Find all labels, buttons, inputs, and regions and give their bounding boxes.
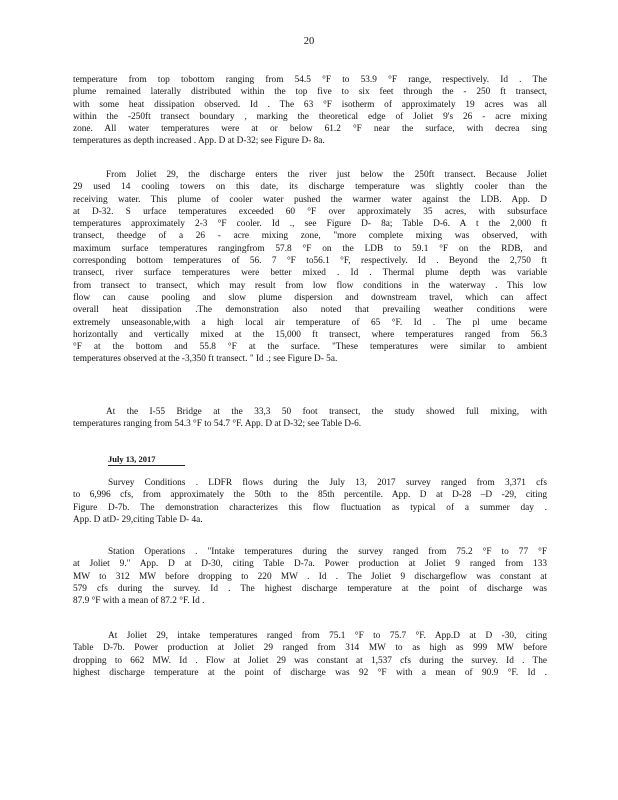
text-line: to 6,996 cfs, from approximately the 50th to the 85th percentile. App. D at D-28 –D -29, citing [73,490,547,501]
text-line: flow can cause pooling and slow plume dispersion and downstream travel, which can affect [73,292,547,303]
text-line: from transect to transect, which may result from low flow conditions in the waterway . This low [73,280,547,291]
text-line: maximum surface temperatures rangingfrom 57.8 °F on the LDB to 59.1 °F on the RDB, and [73,243,547,254]
section-heading-date: July 13, 2017 [108,453,185,466]
text-line: extremely unseasonable,with a high local air temperature of 65 °F. Id . The pl ume became [73,317,547,328]
paragraph-joliet-29-discharge [73,169,547,366]
text-line: 29 used 14 cooling towers on this date, its discharge temperature was slightly cooler than the [73,182,547,193]
paragraph-station-operations [73,546,547,607]
text-line: Figure D-7b. The demonstration characterizes this flow fluctuation as typical of a summer day . [73,502,547,513]
text-line: within the -250ft transect boundary , marking the theoretical edge of Joliet 9's 26 - acre mixing [73,111,547,122]
text-line: zone. All water temperatures were at or below 61.2 °F near the surface, with decrea sing [73,124,547,135]
text-line: highest discharge temperature at the point of discharge was 92 °F with a mean of 90.9 °F. Id . [73,667,547,678]
text-line: at D-32. S urface temperatures exceeded 60 °F over approximately 35 acres, with subsurface [73,206,547,217]
text-line: temperatures approximately 2-3 °F cooler. Id ., see Figure D- 8a; Table D-6. A t the 2,000 ft [73,219,547,230]
paragraph-survey-conditions [73,477,547,526]
paragraph-i55-bridge [73,406,547,431]
text-line: dropping to 662 MW. Id . Flow at Joliet 29 was constant at 1,537 cfs during the survey. Id . The [73,655,547,666]
text-line: overall heat dissipation .The demonstration also noted that prevailing weather conditions were [73,305,547,316]
text-line: Table D-7b. Power production at Joliet 29 ranged from 314 MW to as high as 999 MW before [73,643,547,654]
page-number: 20 [303,36,315,47]
text-line: Survey Conditions . LDFR flows during the July 13, 2017 survey ranged from 3,371 cfs [108,478,547,488]
text-line: At Joliet 29, intake temperatures ranged from 75.1 °F to 75.7 °F. App.D at D -30, citing [108,631,547,641]
text-line: temperatures ranging from 54.3 °F to 54.7 °F. App. D at D-32; see Table D-6. [73,419,362,430]
text-line: receiving water. This plume of cooler water pushed the warmer water against the LDB. App. D [73,194,547,205]
text-line: °F at the bottom and 55.8 °F at the surface. "These temperatures were similar to ambient [73,342,547,353]
text-line: At the I-55 Bridge at the 33,3 50 foot transect, the study showed full mixing, with [106,407,547,417]
text-line: plume remained laterally distributed within the top five to six feet through the - 250 ft transect, [73,87,547,98]
text-line: temperature from top tobottom ranging from 54.5 °F to 53.9 °F range, respectively. Id . The [73,75,547,85]
text-line: Station Operations . "Intake temperatures during the survey ranged from 75.2 °F to 77 °F [108,547,547,557]
text-line: App. D atD- 29,citing Table D- 4a. [73,514,203,525]
text-line: temperatures as depth increased . App. D at D-32; see Figure D- 8a. [73,136,325,147]
text-line: with some heat dissipation observed. Id . The 63 °F isotherm of approximately 19 acres was all [73,99,547,110]
text-line: 87.9 °F with a mean of 87.2 °F. Id . [73,596,205,607]
text-line: MW to 312 MW before dropping to 220 MW . Id . The Joliet 9 dischargeflow was constant at [73,571,547,582]
text-line: at Joliet 9." App. D at D-30, citing Table D-7a. Power production at Joliet 9 ranged from 133 [73,559,547,570]
text-line: 579 cfs during the survey. Id . The highest discharge temperature at the point of discharge was [73,583,547,594]
text-line: transect, river surface temperatures were better mixed . Id . Thermal plume depth was variable [73,268,547,279]
paragraph-plume-distribution [73,74,547,148]
text-line: corresponding bottom temperatures of 56. 7 °F to56.1 °F, respectively. Id . Beyond the 2,750 ft [73,256,547,267]
text-line: horizontally and vertically mixed at the 15,000 ft transect, where temperatures ranged from 56.3 [73,329,547,340]
text-line: From Joliet 29, the discharge enters the river just below the 250ft transect. Because Joliet [106,170,547,180]
text-line: transect, theedge of a 26 - acre mixing zone, "more complete mixing was observed, with [73,231,547,242]
text-line: temperatures observed at the -3,350 ft transect. " Id .; see Figure D- 5a. [73,354,338,365]
paragraph-joliet-29-intake [73,630,547,679]
